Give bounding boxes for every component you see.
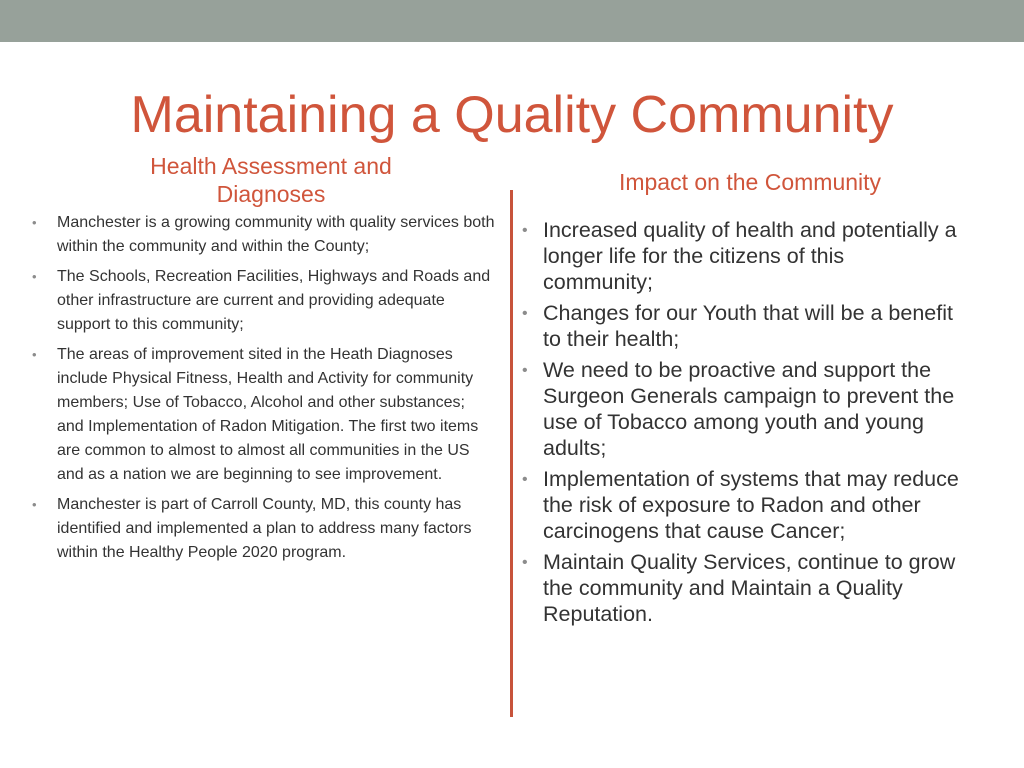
bullet-icon: • xyxy=(32,269,37,284)
list-item-text: Changes for our Youth that will be a benefit to their health; xyxy=(543,301,953,351)
bullet-icon: • xyxy=(522,305,528,322)
list-item-text: Increased quality of health and potentially a longer life for the citizens of this community; xyxy=(543,218,957,294)
column-divider xyxy=(510,190,513,717)
bullet-icon: • xyxy=(522,471,528,488)
list-item xyxy=(30,493,496,565)
bullet-icon: • xyxy=(32,347,37,362)
left-column-heading: Health Assessment and Diagnoses xyxy=(150,153,392,207)
right-column-heading: Impact on the Community xyxy=(618,169,882,195)
list-item-text: Implementation of systems that may reduce the risk of exposure to Radon and other carcinogens that cause Cancer; xyxy=(543,467,959,543)
slide-title: Maintaining a Quality Community xyxy=(130,86,894,144)
list-item xyxy=(520,217,960,295)
left-bullet-list xyxy=(30,211,496,571)
bullet-icon: • xyxy=(32,497,37,512)
list-item-text: Manchester is part of Carroll County, MD, this county has identified and implemented a plan to address many factors within the Healthy People 2020 program. xyxy=(57,496,472,561)
list-item-text: The areas of improvement sited in the Heath Diagnoses include Physical Fitness, Health and Activity for community members; Use of Tobacco, Alcohol and other substances; and Implementation of Radon Mitigation. The first two items are common to almost to almost all communities in the US and as a nation we are beginning to see improvement. xyxy=(57,346,479,483)
list-item-text: The Schools, Recreation Facilities, Highways and Roads and other infrastructure are current and providing adequate support to this community; xyxy=(57,268,491,333)
list-item xyxy=(520,300,960,352)
bullet-icon: • xyxy=(522,554,528,571)
list-item xyxy=(520,466,960,544)
list-item-text: Maintain Quality Services, continue to grow the community and Maintain a Quality Reputation. xyxy=(543,550,956,626)
list-item xyxy=(520,357,960,461)
top-band xyxy=(0,0,1024,42)
list-item xyxy=(30,265,496,337)
bullet-icon: • xyxy=(32,215,37,230)
list-item-text: We need to be proactive and support the Surgeon Generals campaign to prevent the use of Tobacco among youth and young adults; xyxy=(543,358,955,460)
list-item xyxy=(30,343,496,487)
list-item xyxy=(30,211,496,259)
bullet-icon: • xyxy=(522,362,528,379)
bullet-icon: • xyxy=(522,222,528,239)
right-bullet-list xyxy=(520,217,960,632)
list-item-text: Manchester is a growing community with quality services both within the community and within the County; xyxy=(57,214,495,255)
list-item xyxy=(520,549,960,627)
